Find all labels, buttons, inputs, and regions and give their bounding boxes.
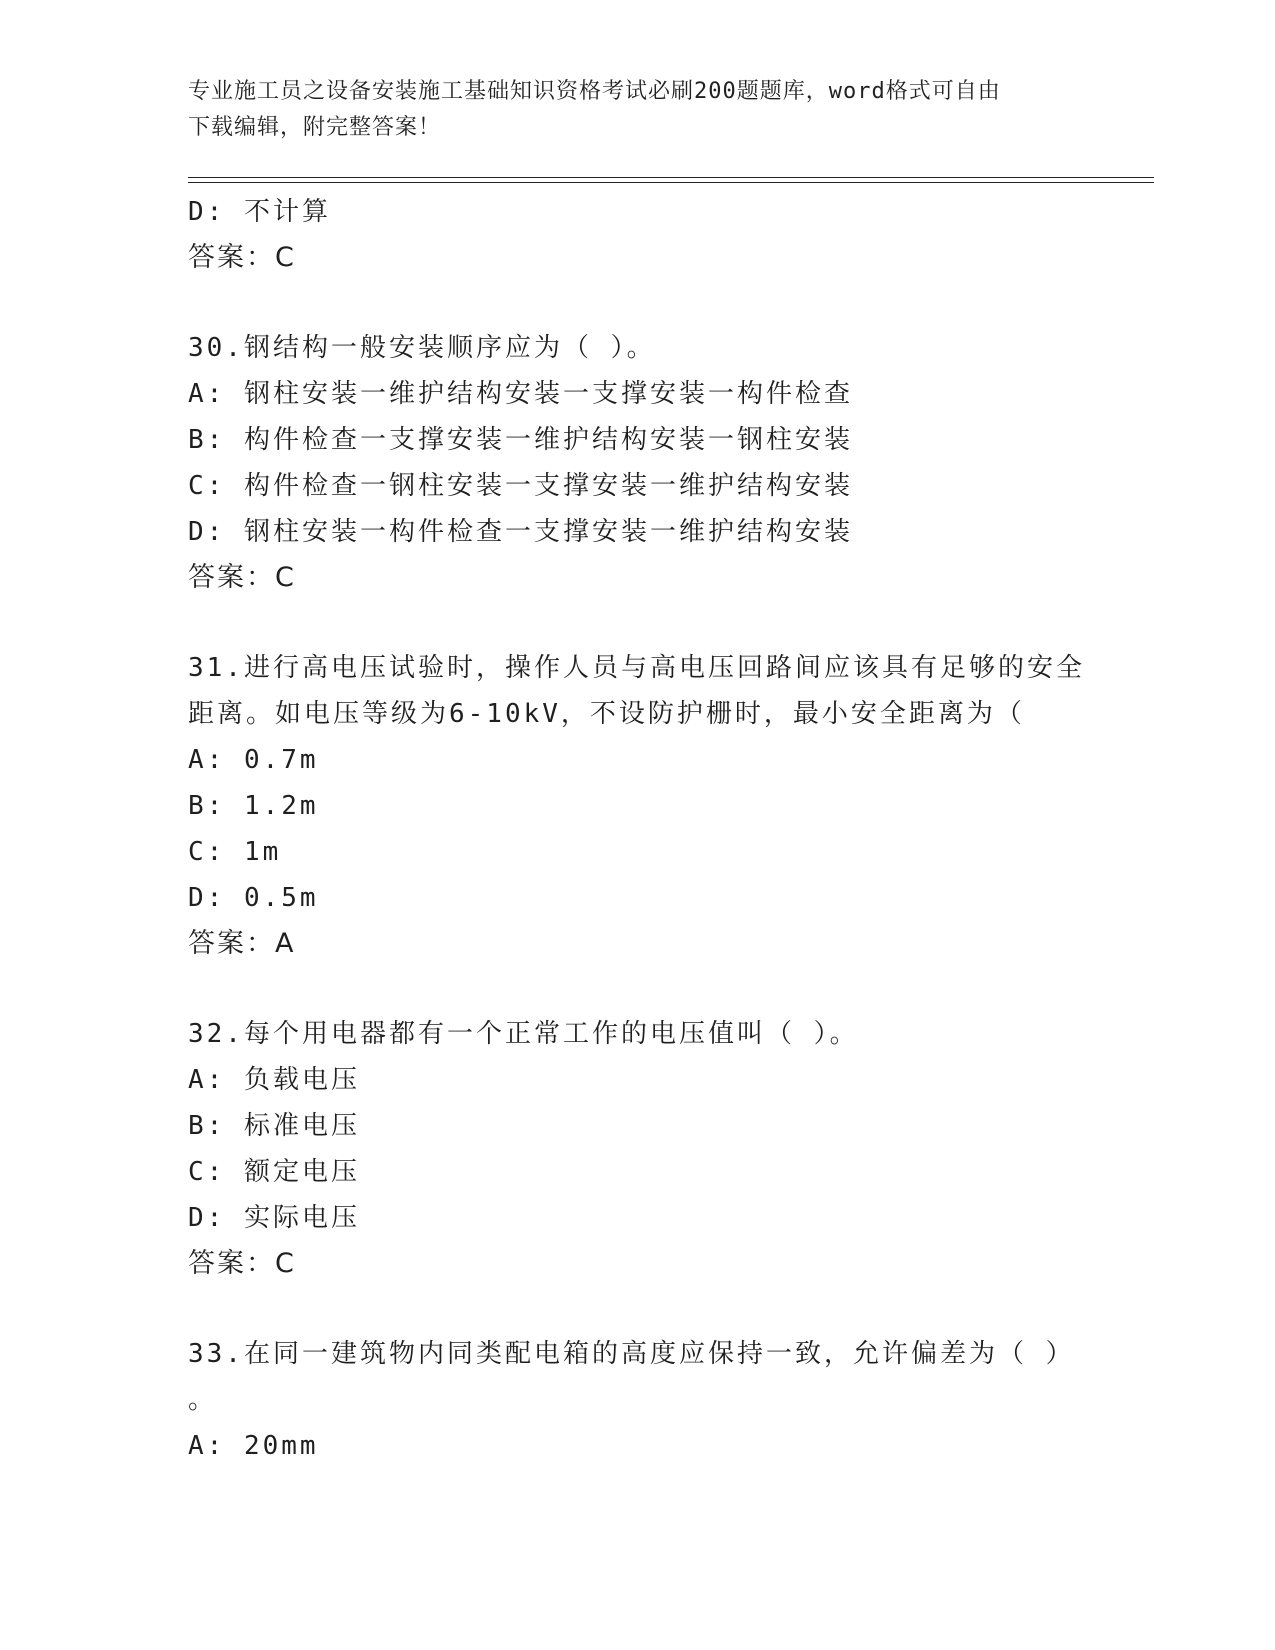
question-stem-continued: 距离。如电压等级为6-10kV，不设防护栅时，最小安全距离为（ [188, 699, 1025, 729]
question-stem-continued: 。 [188, 1385, 218, 1415]
option-d: D: 实际电压 [188, 1203, 360, 1233]
option-d: D: 不计算 [188, 197, 331, 227]
question-33 [188, 1331, 1148, 1469]
question-30 [188, 325, 1148, 601]
question-31 [188, 645, 1148, 967]
header-line-2: 下载编辑，附完整答案！ [188, 115, 442, 140]
spacer [188, 1287, 1148, 1331]
option-c: C: 1m [188, 837, 282, 867]
option-a: A: 20mm [188, 1431, 319, 1461]
header-divider-top [188, 177, 1154, 178]
option-d: D: 钢柱安装一构件检查一支撑安装一维护结构安装 [188, 517, 853, 547]
question-content [188, 189, 1148, 1469]
option-c: C: 额定电压 [188, 1157, 360, 1187]
option-c: C: 构件检查一钢柱安装一支撑安装一维护结构安装 [188, 471, 853, 501]
option-b: B: 标准电压 [188, 1111, 360, 1141]
option-b: B: 1.2m [188, 791, 319, 821]
question-stem: 33.在同一建筑物内同类配电箱的高度应保持一致，允许偏差为（ ） [188, 1339, 1075, 1369]
question-stem: 32.每个用电器都有一个正常工作的电压值叫（ ）。 [188, 1019, 859, 1049]
question-stem: 31.进行高电压试验时，操作人员与高电压回路间应该具有足够的安全 [188, 653, 1085, 683]
option-d: D: 0.5m [188, 883, 319, 913]
answer-line: 答案：C [188, 242, 296, 273]
answer-line: 答案：C [188, 1248, 296, 1279]
answer-line: 答案：C [188, 562, 296, 593]
question-32 [188, 1011, 1148, 1287]
option-a: A: 0.7m [188, 745, 319, 775]
spacer [188, 601, 1148, 645]
option-a: A: 钢柱安装一维护结构安装一支撑安装一构件检查 [188, 379, 853, 409]
option-b: B: 构件检查一支撑安装一维护结构安装一钢柱安装 [188, 425, 853, 455]
document-header [188, 74, 1088, 146]
spacer [188, 281, 1148, 325]
header-line-1: 专业施工员之设备安装施工基础知识资格考试必刷200题题库，word格式可自由 [188, 79, 1001, 104]
question-stem: 30.钢结构一般安装顺序应为（ ）。 [188, 333, 656, 363]
header-divider-bottom [188, 182, 1154, 183]
option-a: A: 负载电压 [188, 1065, 360, 1095]
answer-line: 答案：A [188, 928, 296, 959]
spacer [188, 967, 1148, 1011]
